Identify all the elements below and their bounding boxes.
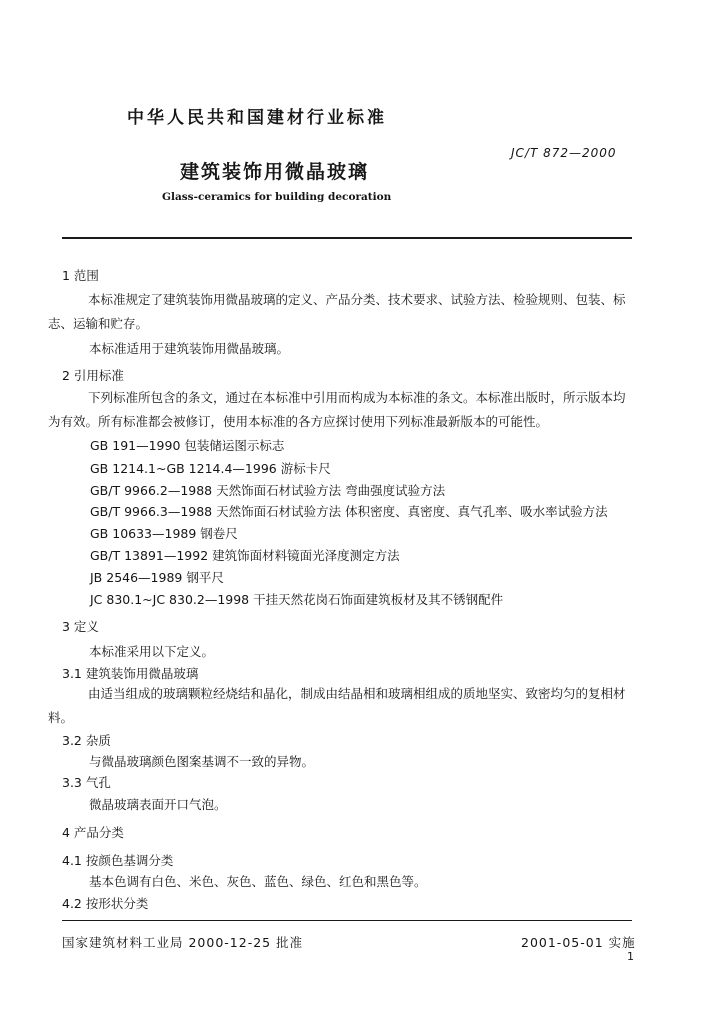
definition-3-3-heading: 3.3 气孔: [62, 775, 111, 790]
reference-item: GB/T 9966.2—1988 天然饰面石材试验方法 弯曲强度试验方法: [90, 483, 446, 498]
footer-rule: [62, 920, 632, 921]
approval-line: 国家建筑材料工业局 2000-12-25 批准: [62, 935, 304, 950]
standard-code: JC/T 872—2000: [511, 146, 617, 160]
section-2-heading: 2 引用标准: [62, 368, 124, 383]
page-number: 1: [627, 950, 634, 963]
document-subtitle: Glass-ceramics for building decoration: [162, 191, 392, 203]
section-4-heading: 4 产品分类: [62, 825, 124, 840]
section-2-intro: 下列标准所包含的条文，通过在本标准中引用而构成为本标准的条文。本标准出版时，所示版本均为有效。所有标准都会被修订，使用本标准的各方应探讨使用下列标准最新版本的可能性。: [48, 390, 626, 429]
definition-3-3-text: 微晶玻璃表面开口气泡。: [89, 797, 227, 812]
reference-item: GB/T 13891—1992 建筑饰面材料镜面光泽度测定方法: [90, 548, 400, 563]
definition-3-2-heading: 3.2 杂质: [62, 733, 111, 748]
section-1-heading: 1 范围: [62, 268, 99, 283]
definition-3-1-text: 由适当组成的玻璃颗粒经烧结和晶化，制成由结晶相和玻璃相组成的质地坚实、致密均匀的复相材料。: [48, 686, 626, 725]
reference-item: GB 1214.1~GB 1214.4—1996 游标卡尺: [90, 461, 331, 476]
section-3-intro: 本标准采用以下定义。: [89, 644, 215, 659]
classification-4-1-heading: 4.1 按颜色基调分类: [62, 853, 174, 868]
section-1-para-1: 本标准规定了建筑装饰用微晶玻璃的定义、产品分类、技术要求、试验方法、检验规则、包装、标志、运输和贮存。: [48, 292, 626, 331]
classification-4-2-heading: 4.2 按形状分类: [62, 896, 149, 911]
implementation-line: 2001-05-01 实施: [521, 935, 636, 950]
section-1-para-2: 本标准适用于建筑装饰用微晶玻璃。: [89, 341, 290, 356]
reference-item: JB 2546—1989 钢平尺: [90, 570, 224, 585]
reference-item: GB 10633—1989 钢卷尺: [90, 526, 238, 541]
org-title: 中华人民共和国建材行业标准: [127, 108, 387, 128]
definition-3-2-text: 与微晶玻璃颜色图案基调不一致的异物。: [89, 754, 315, 769]
reference-item: JC 830.1~JC 830.2—1998 干挂天然花岗石饰面建筑板材及其不锈钢配件: [90, 592, 504, 607]
header-rule: [62, 237, 632, 239]
document-title: 建筑装饰用微晶玻璃: [180, 161, 370, 183]
classification-4-1-text: 基本色调有白色、米色、灰色、蓝色、绿色、红色和黑色等。: [89, 874, 427, 889]
section-3-heading: 3 定义: [62, 619, 99, 634]
reference-item: GB/T 9966.3—1988 天然饰面石材试验方法 体积密度、真密度、真气孔率、吸水率试验方法: [90, 504, 608, 519]
reference-item: GB 191—1990 包装储运图示标志: [90, 438, 285, 453]
definition-3-1-heading: 3.1 建筑装饰用微晶玻璃: [62, 666, 199, 681]
